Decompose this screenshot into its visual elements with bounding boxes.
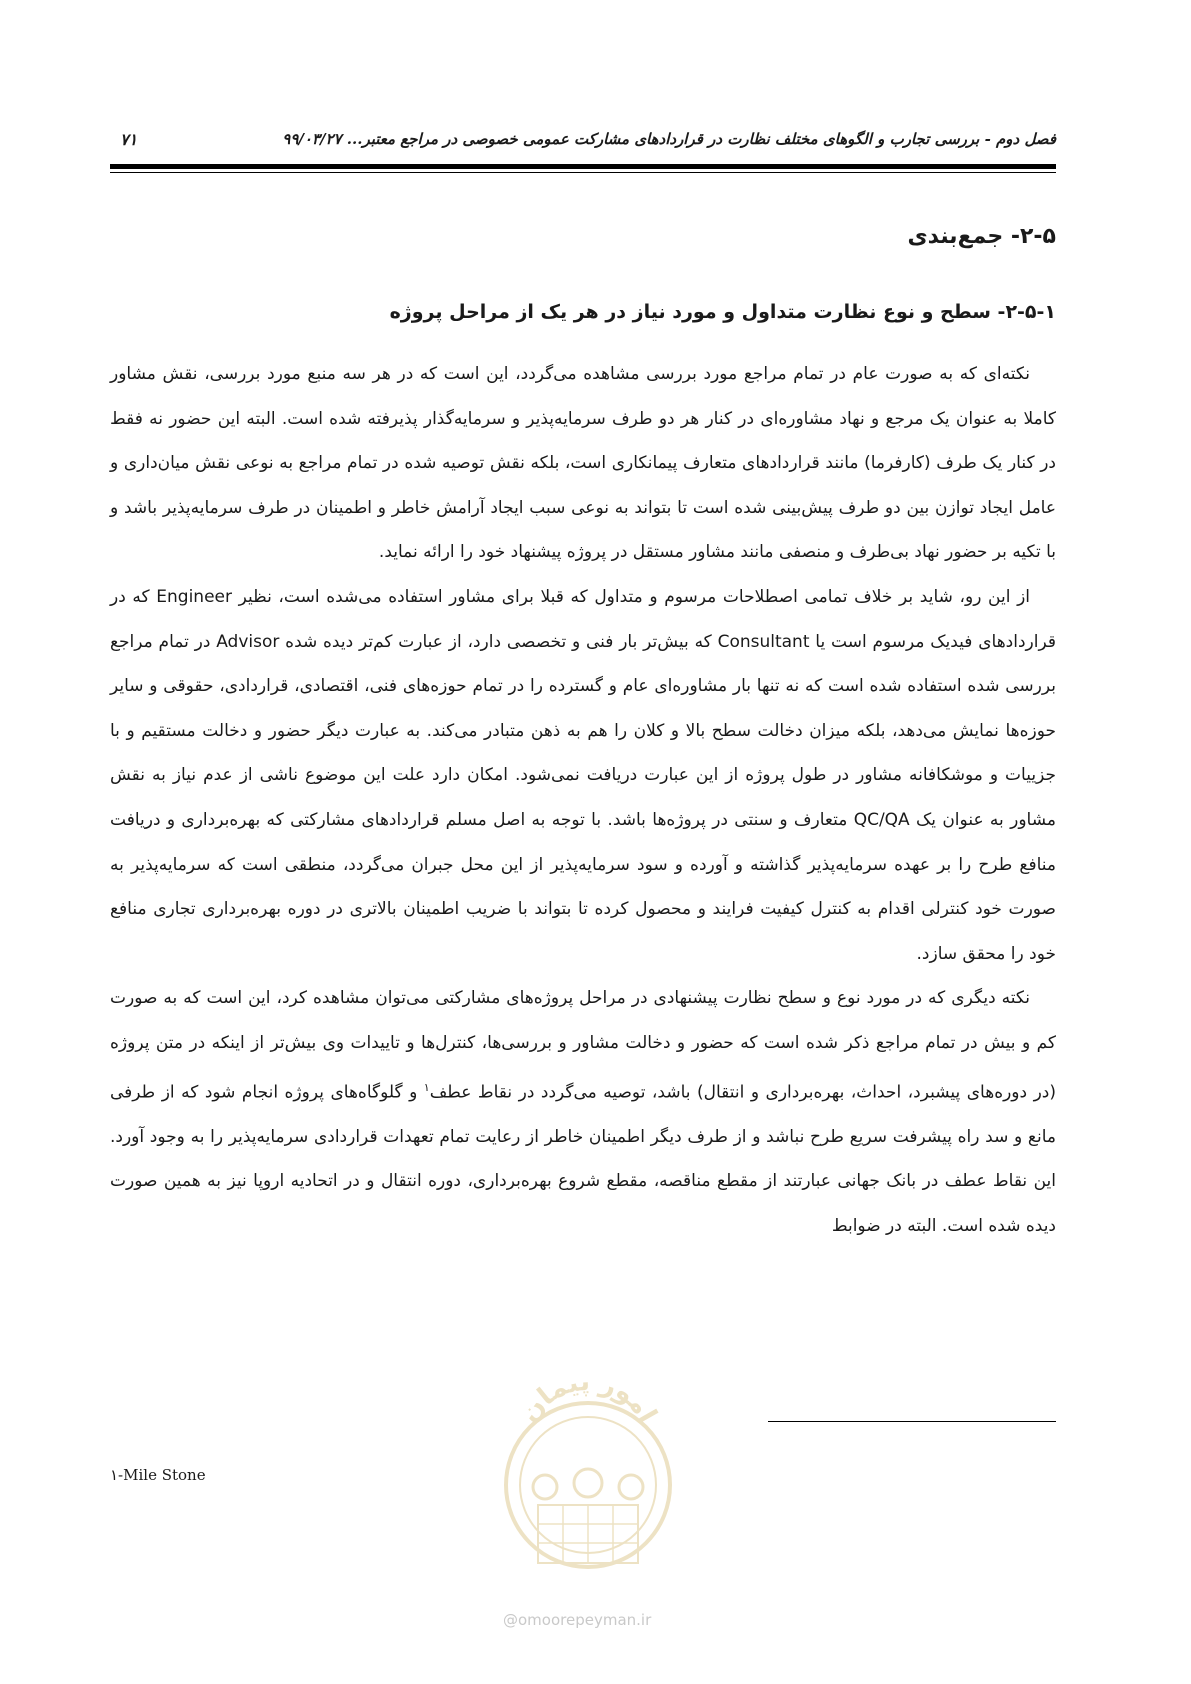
watermark-url: @omoorepeyman.ir bbox=[503, 1611, 652, 1629]
header-rule-thin bbox=[110, 172, 1056, 173]
section-heading: ۲-۵- جمع‌بندی bbox=[907, 224, 1056, 249]
paragraph-3 bbox=[110, 976, 1056, 1248]
watermark-logo bbox=[493, 1355, 683, 1615]
watermark-logo-text: امور پیمان bbox=[514, 1366, 663, 1428]
body-text bbox=[110, 352, 1056, 1249]
header-rule-thick bbox=[110, 164, 1056, 169]
page-header bbox=[110, 118, 1056, 158]
paragraph-1: نکته‌ای که به صورت عام در تمام مراجع مورد بررسی مشاهده می‌گردد، این است که در هر سه منبع مورد بررسی، نقش مشاور کاملا به عنوان یک مرجع و نهاد مشاوره‌ای در کنار هر دو طرف سرمایه‌پذیر و سرمایه‌گذار پذیرفته شده است. البته این حضور نه فقط در کنار یک طرف (کارفرما) مانند قراردادهای متعارف پیمانکاری است، بلکه نقش توصیه شده در تمام مراجع به نوعی نقش میان‌داری و عامل ایجاد توازن بین دو طرف پیش‌بینی شده است تا بتواند به نوعی سبب ایجاد آرامش خاطر و اطمینان در طرف سرمایه‌پذیر باشد و با تکیه بر حضور نهاد بی‌طرف و منصفی مانند مشاور مستقل در پروژه پیشنهاد خود را ارائه نماید. bbox=[110, 364, 1056, 563]
footnote-marker: ۱ bbox=[423, 1080, 430, 1094]
subsection-heading: ۲-۵-۱- سطح و نوع نظارت متداول و مورد نیاز در هر یک از مراحل پروژه bbox=[389, 301, 1056, 323]
footnote-separator bbox=[768, 1421, 1056, 1422]
running-header-title: فصل دوم - بررسی تجارب و الگوهای مختلف نظارت در قراردادهای مشارکت عمومی خصوصی در مراجع معتبر... ۹۹/۰۳/۲۷ bbox=[282, 130, 1056, 148]
paragraph-2: از این رو، شاید بر خلاف تمامی اصطلاحات مرسوم و متداول که قبلا برای مشاور استفاده می‌شده است، نظیر Engineer که در قراردادهای فیدیک مرسوم است یا Consultant که بیش‌تر بار فنی و تخصصی دارد، از عبارت کم‌تر دیده شده Advisor در تمام مراجع بررسی شده استفاده شده است که نه تنها بار مشاوره‌ای عام و گسترده را در تمام حوزه‌های فنی، اقتصادی، قراردادی، حقوقی و سایر حوزه‌ها نمایش می‌دهد، بلکه میزان دخالت سطح بالا و کلان را هم به ذهن متبادر می‌کند. به عبارت دیگر حضور و دخالت مستقیم و با جزییات و موشکافانه مشاور در طول پروژه از این عبارت دریافت نمی‌شود. امکان دارد علت این موضوع ناشی از عدم نیاز به نقش مشاور به عنوان یک QC/QA متعارف و سنتی در پروژه‌ها باشد. با توجه به اصل مسلم قراردادهای مشارکتی که بهره‌برداری و دریافت منافع طرح را بر عهده سرمایه‌پذیر گذاشته و آورده و سود سرمایه‌پذیر از این محل جبران می‌گردد، منطقی است که سرمایه‌پذیر به صورت خود کنترلی اقدام به کنترل کیفیت فرایند و محصول کرده تا بتواند با ضریب اطمینان بالاتری در دوره بهره‌برداری تجاری منافع خود را محقق سازد. bbox=[110, 586, 1056, 964]
footnote: ۱-Mile Stone bbox=[110, 1466, 206, 1484]
paragraph-3-continuation: و گلوگاه‌های پروژه انجام شود که از طرفی مانع و سد راه پیشرفت سریع طرح نباشد و از طرف دیگر اطمینان خاطر از رعایت تمام تعهدات قراردادی سرمایه‌پذیر را به وجود آورد. این نقاط عطف در بانک جهانی عبارتند از مقطع مناقصه، مقطع شروع بهره‌برداری، دوره انتقال و در اتحادیه اروپا نیز به همین صورت دیده شده است. البته در ضوابط bbox=[110, 1082, 1056, 1236]
page-number: ۷۱ bbox=[120, 130, 138, 149]
paragraph-3-text: نکته دیگری که در مورد نوع و سطح نظارت پیشنهادی در مراحل پروژه‌های مشارکتی می‌توان مشاهده کرد، این است که به صورت کم و بیش در تمام مراجع ذکر شده است که حضور و دخالت مشاور و بررسی‌ها، کنترل‌ها و تاییدات وی بیش‌تر از اینکه در متن پروژه (در دوره‌های پیشبرد، احداث، بهره‌برداری و انتقال) باشد، توصیه می‌گردد در نقاط عطف bbox=[110, 988, 1056, 1103]
